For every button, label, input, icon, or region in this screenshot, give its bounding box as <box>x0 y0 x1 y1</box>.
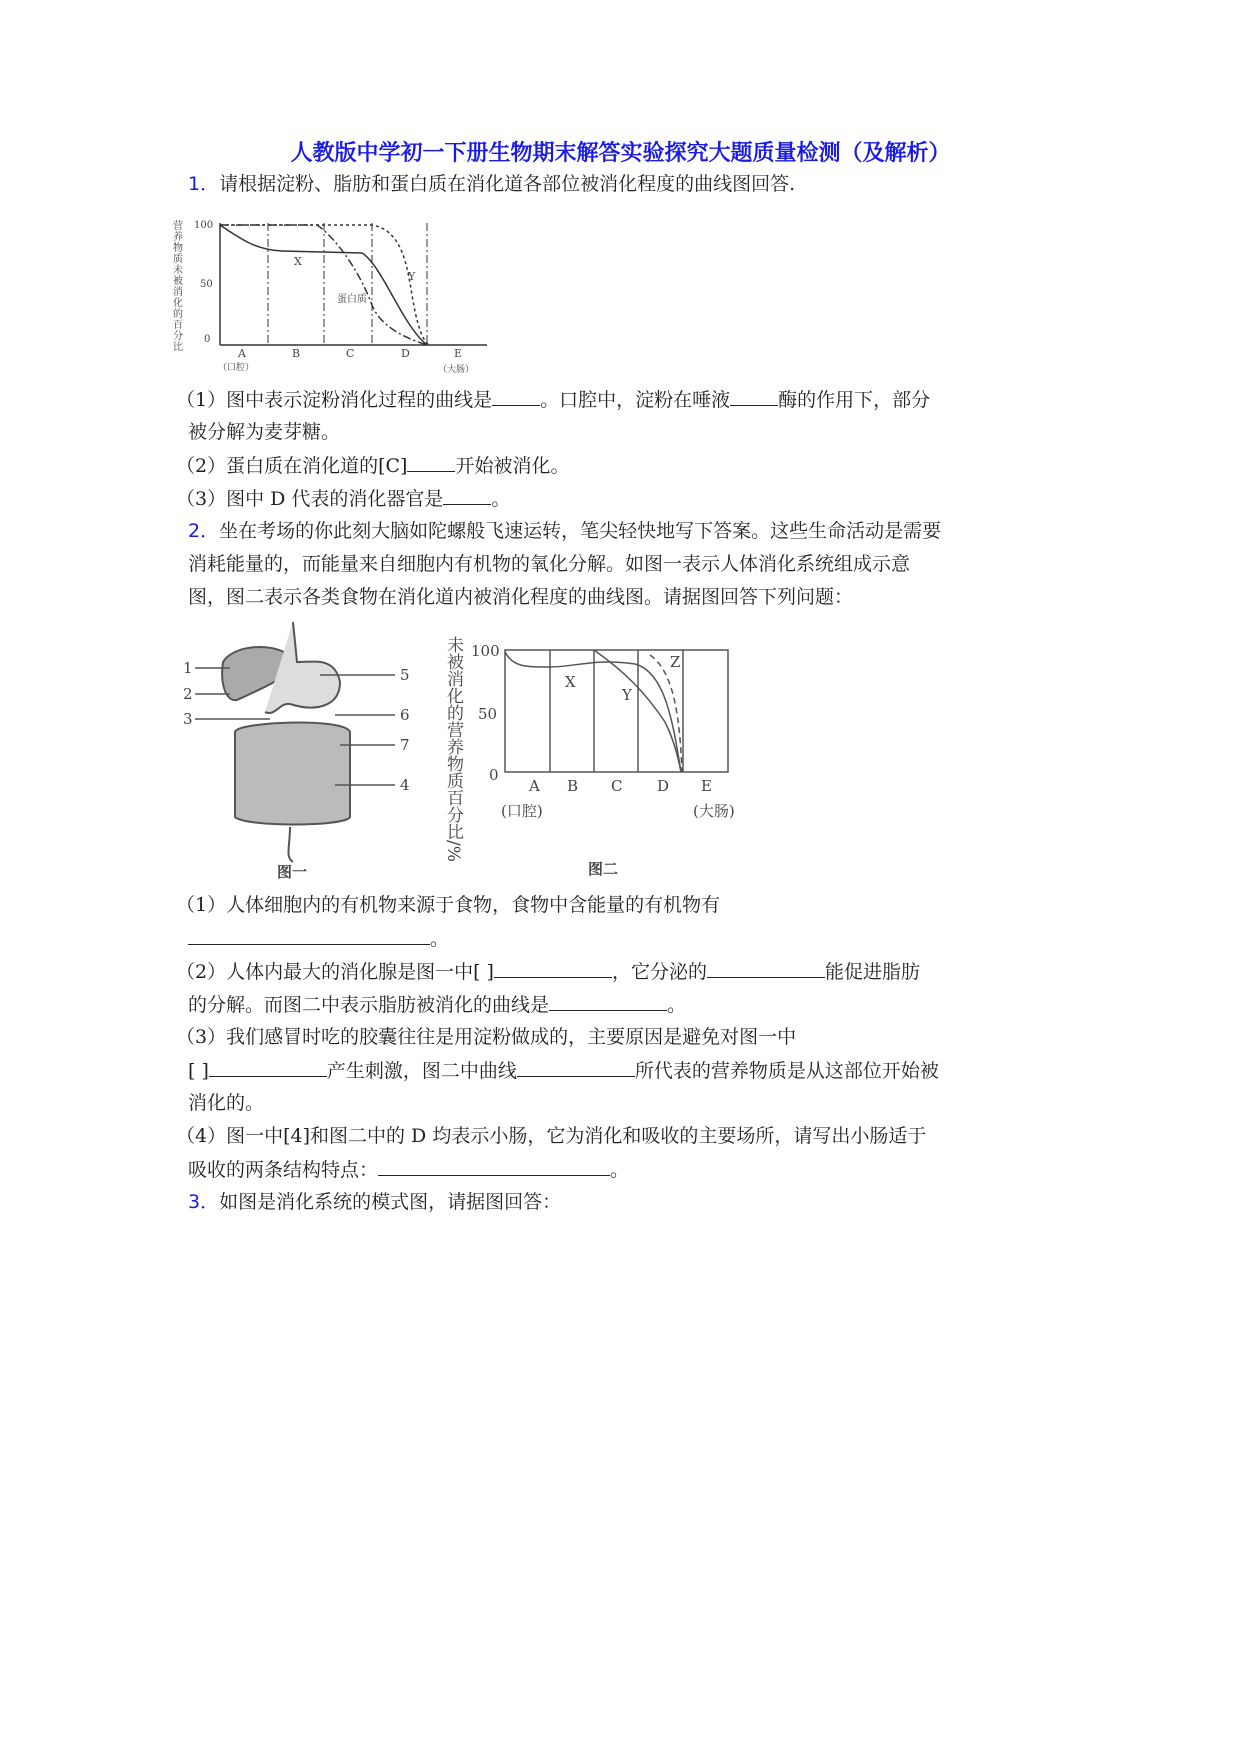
label: 3 <box>183 710 193 728</box>
figure-caption: 图一 <box>277 863 308 881</box>
question-number: 2． <box>188 520 220 542</box>
x-tick: E <box>454 347 463 360</box>
q1-sub1-cont: 被分解为麦芽糖。 <box>188 421 341 443</box>
y-tick: 50 <box>200 279 213 290</box>
curve-label-y: Y <box>408 270 416 283</box>
y-tick: 100 <box>194 220 214 231</box>
x-tick: C <box>346 347 355 360</box>
y-axis-label: 未被消化的营养物质百分比/% <box>443 636 463 862</box>
label: 7 <box>400 736 410 754</box>
answer-blank[interactable] <box>378 1157 610 1176</box>
curve-label-x: X <box>294 255 302 268</box>
y-tick: 50 <box>478 705 498 723</box>
y-tick: 100 <box>471 642 500 660</box>
answer-blank[interactable] <box>494 959 612 978</box>
q1-sub3: （3）图中 D 代表的消化器官是 。 <box>176 488 511 510</box>
q2-sub3-cont: 消化的。 <box>188 1092 265 1114</box>
x-sub: (口腔) <box>501 802 543 820</box>
x-tick: E <box>701 777 712 795</box>
x-sub: （口腔） <box>218 363 255 373</box>
document-title: 人教版中学初一下册生物期末解答实验探究大题质量检测（及解析） <box>290 140 951 166</box>
x-sub: (大肠) <box>693 802 735 820</box>
x-sub: （大肠） <box>438 365 475 375</box>
x-tick: D <box>657 777 670 795</box>
answer-blank[interactable] <box>549 992 667 1011</box>
figure-digestive-system <box>175 622 475 884</box>
question-2: 2．坐在考场的你此刻大脑如陀螺般飞速运转，笔尖轻快地写下答案。这些生命活动是需要 <box>188 520 942 542</box>
label: 4 <box>400 776 410 794</box>
question-number: 3． <box>188 1191 220 1213</box>
question-3: 3．如图是消化系统的模式图，请据图回答： <box>188 1191 562 1213</box>
figure-caption: 图二 <box>588 860 619 878</box>
q2-sub1-cont: 。 <box>188 926 449 951</box>
label: 1 <box>183 659 193 677</box>
figure-digestion-curve-1 <box>172 205 492 375</box>
curve-label-x: X <box>565 673 576 691</box>
q2-sub4: （4）图一中[4]和图二中的 D 均表示小肠，它为消化和吸收的主要场所，请写出小肠适于 <box>176 1125 927 1147</box>
q2-text: 消耗能量的，而能量来自细胞内有机物的氧化分解。如图一表示人体消化系统组成示意 <box>188 553 911 575</box>
q2-sub2: （2）人体内最大的消化腺是图一中[ ] ，它分泌的 能促进脂肪 <box>176 961 920 983</box>
x-tick: D <box>401 347 410 360</box>
y-axis-label <box>171 219 183 352</box>
q2-text: 图，图二表示各类食物在消化道内被消化程度的曲线图。请据图回答下列问题： <box>188 586 854 608</box>
q2-sub3-cont: [ ] 产生刺激，图二中曲线 所代表的营养物质是从这部位开始被 <box>188 1060 939 1082</box>
intestine <box>235 723 350 825</box>
curve-x <box>505 652 681 772</box>
answer-blank[interactable] <box>188 926 430 945</box>
curve-label-y: Y <box>622 686 632 704</box>
x-tick: B <box>567 777 579 795</box>
answer-blank[interactable] <box>730 387 778 406</box>
answer-blank[interactable] <box>517 1058 635 1077</box>
y-tick: 0 <box>204 334 211 345</box>
q2-sub4-cont: 吸收的两条结构特点： 。 <box>188 1159 630 1181</box>
figure-digestion-curve-2 <box>445 622 755 884</box>
answer-blank[interactable] <box>209 1058 327 1077</box>
x-tick: A <box>529 777 540 795</box>
answer-blank[interactable] <box>707 959 825 978</box>
svg-text:营养物质未被消化的百分比: 营养物质未被消化的百分比 <box>170 220 182 352</box>
x-tick: C <box>611 777 623 795</box>
q2-sub3: （3）我们感冒时吃的胶囊往往是用淀粉做成的，主要原因是避免对图一中 <box>176 1026 797 1048</box>
q1-sub1: （1）图中表示淀粉消化过程的曲线是 。口腔中，淀粉在唾液 酶的作用下，部分 <box>176 389 931 411</box>
x-tick: B <box>292 347 301 360</box>
question-text: 请根据淀粉、脂肪和蛋白质在消化道各部位被消化程度的曲线图回答. <box>219 173 796 195</box>
answer-blank[interactable] <box>492 387 540 406</box>
q1-sub2: （2）蛋白质在消化道的[C] 开始被消化。 <box>176 455 570 477</box>
x-tick: A <box>238 347 246 360</box>
answer-blank[interactable] <box>443 486 491 505</box>
curve-label-z: Z <box>670 653 681 671</box>
curve-label-protein: 蛋白质 <box>337 294 367 305</box>
label: 5 <box>400 666 410 684</box>
label: 2 <box>183 685 193 703</box>
q2-sub1: （1）人体细胞内的有机物来源于食物，食物中含能量的有机物有 <box>176 894 721 916</box>
q2-sub2-cont: 的分解。而图二中表示脂肪被消化的曲线是 。 <box>188 994 687 1016</box>
y-tick: 0 <box>489 766 499 784</box>
label: 6 <box>400 706 410 724</box>
question-1 <box>188 172 795 196</box>
question-number: 1． <box>188 173 220 195</box>
answer-blank[interactable] <box>407 453 455 472</box>
